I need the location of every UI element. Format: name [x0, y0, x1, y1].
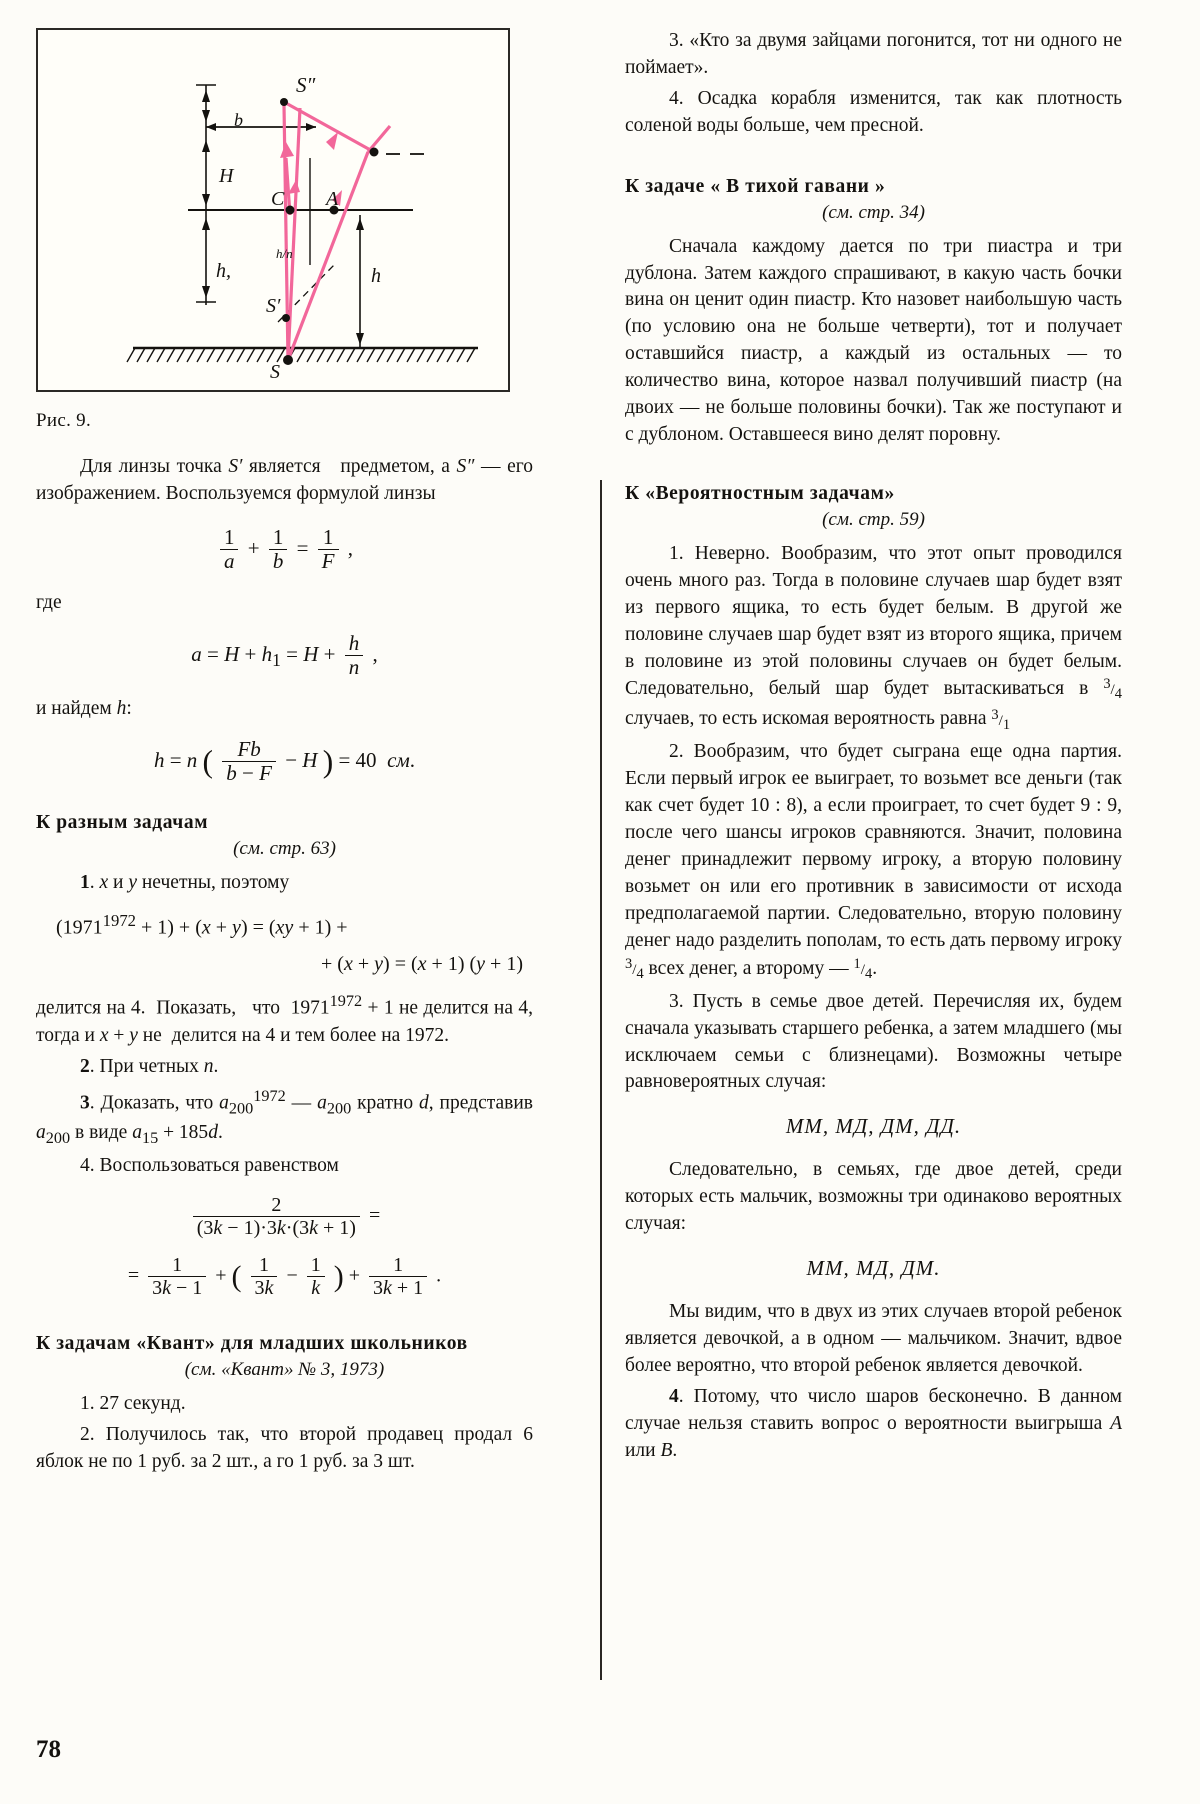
- svg-text:C: C: [271, 188, 285, 210]
- prob-paragraph-5: Мы видим, что в двух из этих случаев второй ребенок является девочкой, а в одном — мальчиком. Значит, вдвое более вероятно, что второй ребенок является девочкой.: [625, 1301, 1122, 1376]
- lens-paragraph: Для линзы точка S′ является предметом, а S″ — его изображением. Воспользуемся формулой линзы: [36, 456, 534, 504]
- find-h-label: и найдем h:: [36, 697, 132, 719]
- cases-list-four: ММ, МД, ДМ, ДД.: [785, 1114, 962, 1139]
- svg-text:h/n: h/n: [276, 246, 293, 261]
- fraction-three-quarters: $^3/_4$: [1103, 676, 1122, 703]
- heading-kvant-juniors: К задачам «Квант» для младших школьников: [36, 1333, 468, 1355]
- heading-probability-problems: К «Вероятностным задачам»: [625, 482, 895, 504]
- misc-paragraph-div4: делится на 4. Показать, что $1971^{1972} + 1$ не делится на 4, тогда и x + y не делится на 4 и тем более на 1972.: [36, 992, 533, 1046]
- misc-item-4: 4. Воспользоваться равенством: [80, 1154, 339, 1176]
- kvant-item-1: 1. 27 секунд.: [80, 1393, 186, 1415]
- heading-quiet-harbour: К задаче « В тихой гавани »: [625, 175, 886, 197]
- right-column: [625, 28, 1122, 1469]
- gde-label: где: [36, 591, 62, 613]
- prob-item-1-text-a: 1. Неверно. Вообразим, что этот опыт проводился очень много раз. Тогда в половине случаев шар будет взят из первого ящика, то есть будет белым. В другой же половине случаев шар будет взят из второго ящика, причем в половине из этой половины случаев он будет белым. Следовательно, белый шар будет вытаскиваться в: [625, 542, 1122, 700]
- fraction-three-quarters-2: $^3/_4$: [625, 955, 644, 982]
- equation-1b: + (x + y) = (x + 1) (y + 1): [321, 953, 523, 976]
- formula-a: $a = H + h_1 = H$ + $\frac{h}{n}$ ,: [191, 630, 378, 680]
- fraction-one-quarter: $^1/_4$: [853, 955, 873, 982]
- equation-1a: $(1971^{1972} + 1) + (x + y) = (xy + 1)$ +: [56, 910, 348, 939]
- prob-item-1-text-b: случаев, то есть искомая вероятность равна: [625, 708, 992, 730]
- misc-item-1: 1. x и y нечетны, поэтому: [80, 871, 290, 893]
- equation-2b: = $\frac{1}{3k - 1}$ + ( $\frac{1}{3k}$ − $\frac{1}{k}$ ) + $\frac{1}{3k + 1}$ .: [127, 1253, 442, 1299]
- svg-text:b: b: [234, 110, 243, 130]
- prob-item-3: 3. Пусть в семье двое детей. Перечисляя их, будем сначала указывать старшего ребенка, а затем младшего (мы исключаем семьи с близнецами). Возможны четыре равновероятных случая:: [625, 990, 1122, 1093]
- svg-text:S: S: [270, 361, 280, 383]
- left-column: [36, 28, 533, 1480]
- prob-item-2: [625, 739, 1122, 984]
- svg-text:h: h: [371, 265, 381, 287]
- figure-optics-diagram: [36, 28, 510, 392]
- harbour-paragraph: Сначала каждому дается по три пиастра и три дублона. Затем каждого спрашивают, в какую часть бочки вина он ценит один пиастр. Кто назовет наибольшую часть (по условию она не больше четверти), тот и получает оставшийся пиастр, а каждый из остальных — то количество вина, которое назвал получивший пиастр (на двоих — не больше половины бочки). Так же поступают и с дублоном. Оставшееся вино делят поровну.: [625, 235, 1122, 445]
- cases-list-three: ММ, МД, ДМ.: [806, 1256, 941, 1281]
- prob-item-4: 4. Потому, что число шаров бесконечно. В данном случае нельзя ставить вопрос о вероятности выигрыша A или B.: [625, 1385, 1122, 1461]
- formula-h: h = n ( $\frac{Fb}{b - F}$ − H ) = 40 см.: [153, 736, 416, 786]
- see-probability: (см. стр. 59): [822, 508, 925, 530]
- misc-item-2: 2. При четных n.: [80, 1055, 219, 1077]
- svg-text:A: A: [326, 188, 339, 210]
- right-item-4: 4. Осадка корабля изменится, так как плотность соленой воды больше, чем пресной.: [625, 87, 1122, 136]
- equation-2a: $\frac{2}{(3k - 1)\cdot 3k\cdot(3k + 1)}$ =: [36, 1194, 533, 1240]
- formula-lens: $\frac{1}{a}$ + $\frac{1}{b}$ = $\frac{1}{F}$ ,: [36, 526, 533, 574]
- column-divider: [600, 480, 602, 1680]
- figure-svg: [38, 30, 504, 386]
- prob-item-2-text-c: .: [872, 957, 878, 979]
- right-item-3: 3. «Кто за двумя зайцами погонится, тот ни одного не поймает».: [625, 30, 1122, 78]
- svg-text:H: H: [219, 165, 234, 187]
- prob-paragraph-4: Следовательно, в семьях, где двое детей, среди которых есть мальчик, возможны три одинаково вероятных случая:: [625, 1159, 1122, 1235]
- misc-item-3: 3. Доказать, что $a_{200}^{1972}$ — $a_{200}$ кратно d, представив $a_{200}$ в виде $a_{15} + 185d$.: [36, 1086, 533, 1147]
- prob-item-2-text-b: всех денег, а второму —: [643, 957, 854, 979]
- page-number: 78: [36, 1736, 61, 1763]
- see-kvant: (см. «Квант» № 3, 1973): [184, 1359, 385, 1381]
- kvant-item-2: 2. Получилось так, что второй продавец продал 6 яблок не по 1 руб. за 2 шт., а го 1 руб. за 3 шт.: [36, 1424, 533, 1473]
- heading-misc-problems: К разным задачам: [36, 811, 209, 833]
- see-misc: (см. стр. 63): [233, 837, 336, 859]
- svg-text:h,: h,: [216, 260, 231, 282]
- prob-item-1: [625, 541, 1122, 736]
- svg-text:S′: S′: [266, 295, 281, 317]
- svg-text:S″: S″: [296, 73, 316, 97]
- prob-item-2-text-a: 2. Вообразим, что будет сыграна еще одна партия. Если первый игрок ее выиграет, то возьмет все деньги (так как счет будет 10 : 8), а если проиграет, то счет будет 9 : 9, после чего шансы игроков сравняются. Значит, половина денег принадлежит первому игроку, а вторую половину возьмет он или его противник в зависимости от исхода предполагаемой партии. Следовательно, вторую половину денег надо разделить пополам, то есть дать первому игроку: [625, 741, 1122, 951]
- see-harbour: (см. стр. 34): [822, 201, 925, 223]
- fraction-three-over-one: $^3/_1$: [991, 706, 1011, 733]
- figure-caption: Рис. 9.: [36, 410, 92, 431]
